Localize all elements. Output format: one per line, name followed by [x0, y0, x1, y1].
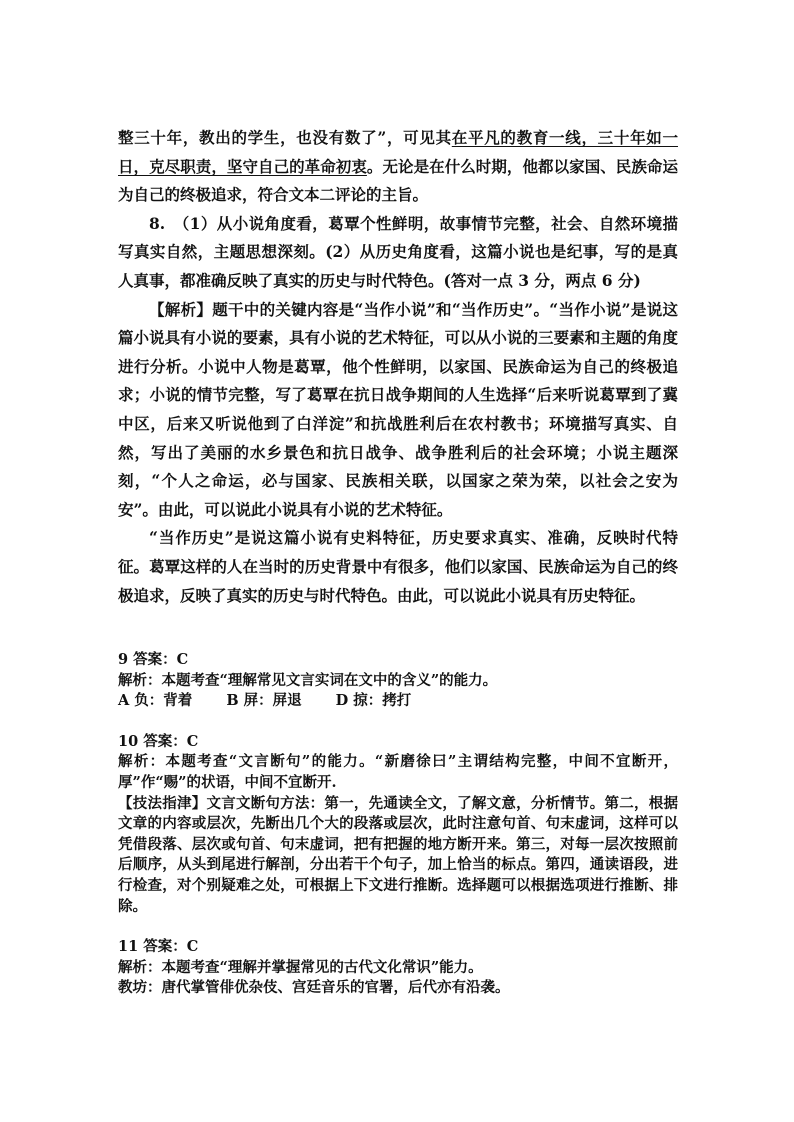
answer-block-7-8 [118, 124, 678, 610]
q10-answer: 10 答案：C [118, 732, 199, 750]
q11-analysis: 解析：本题考查“理解并掌握常见的古代文化常识”能力。 [118, 958, 483, 976]
spacer [118, 917, 678, 937]
q9-option-b: B 屏：屏退 [226, 692, 302, 710]
answer-block-9-11 [118, 650, 678, 999]
q8-analysis: 【解析】题干中的关键内容是“当作小说”和“当作历史”。“当作小说”是说这篇小说具有小说的要素，具有小说的艺术特征，可以从小说的三要素和主题的角度进行分析。小说中人物是葛覃，他个性鲜明，以家国、民族命运为自己的终极追求；小说的情节完整，写了葛覃在抗日战争期间的人生选择“后来听说葛覃到了冀中区，后来又听说他到了白洋淀”和抗战胜利后在农村教书；环境描写真实、自然，写出了美丽的水乡景色和抗日战争、战争胜利后的社会环境；小说主题深刻，“个人之命运，必与国家、民族相关联，以国家之荣为荣，以社会之安为安”。由此，可以说此小说具有小说的艺术特征。 [118, 299, 678, 519]
q9-analysis: 解析：本题考查“理解常见文言实词在文中的含义”的能力。 [118, 671, 498, 689]
q10-tips: 【技法指津】文言文断句方法：第一，先通读全文，了解文意，分析情节。第二，根据文章的内容或层次，先断出几个大的段落或层次，此时注意句首、句末虚词，这样可以凭借段落、层次或句首、句末虚词，把有把握的地方断开来。第三，对每一层次按照前后顺序，从头到尾进行解剖，分出若干个句子，加上恰当的标点。第四，通读语段，进行检查，对个别疑难之处，可根据上下文进行推断。选择题可以根据选项进行推断、排除。 [118, 794, 678, 915]
q7-underlined-text: 在平凡的教育一线，三十年如一日，克尽职责，坚守自己的革命初衷 [118, 128, 678, 176]
q8-answer: 8. （1）从小说角度看，葛覃个性鲜明，故事情节完整，社会、自然环境描写真实自然，主题思想深刻。(2）从历史角度看，这篇小说也是纪事，写的是真人真事，都准确反映了真实的历史与时代特色。(答对一点 3 分，两点 6 分) [118, 213, 678, 290]
q8-history-analysis: “当作历史”是说这篇小说有史料特征，历史要求真实、准确，反映时代特征。葛覃这样的人在当时的历史背景中有很多，他们以家国、民族命运为自己的终极追求，反映了真实的历史与时代特色。由此，可以说此小说具有历史特征。 [118, 528, 678, 605]
q10-analysis: 解析：本题考查“文言断句”的能力。“新磨徐曰”主谓结构完整，中间不宜断开，厚”作“赐”的状语，中间不宜断开. [118, 753, 678, 791]
q7-text-part1: 整三十年，教出的学生，也没有数了”，可见其 [118, 128, 452, 147]
q7-analysis-tail [118, 124, 678, 210]
spacer [118, 712, 678, 732]
q11-answer: 11 答案：C [118, 938, 199, 956]
q11-note: 教坊：唐代掌管俳优杂伎、宫廷音乐的官署，后代亦有沿袭。 [118, 979, 510, 997]
q9-options [118, 691, 678, 712]
q9-option-d: D 掠：拷打 [335, 692, 412, 710]
q7-text-part2: 。无论是在什么时期，他都以家国、民族命运为自己的终极追求，符合文本二评论的主旨。 [118, 156, 678, 205]
q9-answer: 9 答案：C [118, 651, 189, 668]
q9-option-a: A 负：背着 [118, 692, 193, 710]
